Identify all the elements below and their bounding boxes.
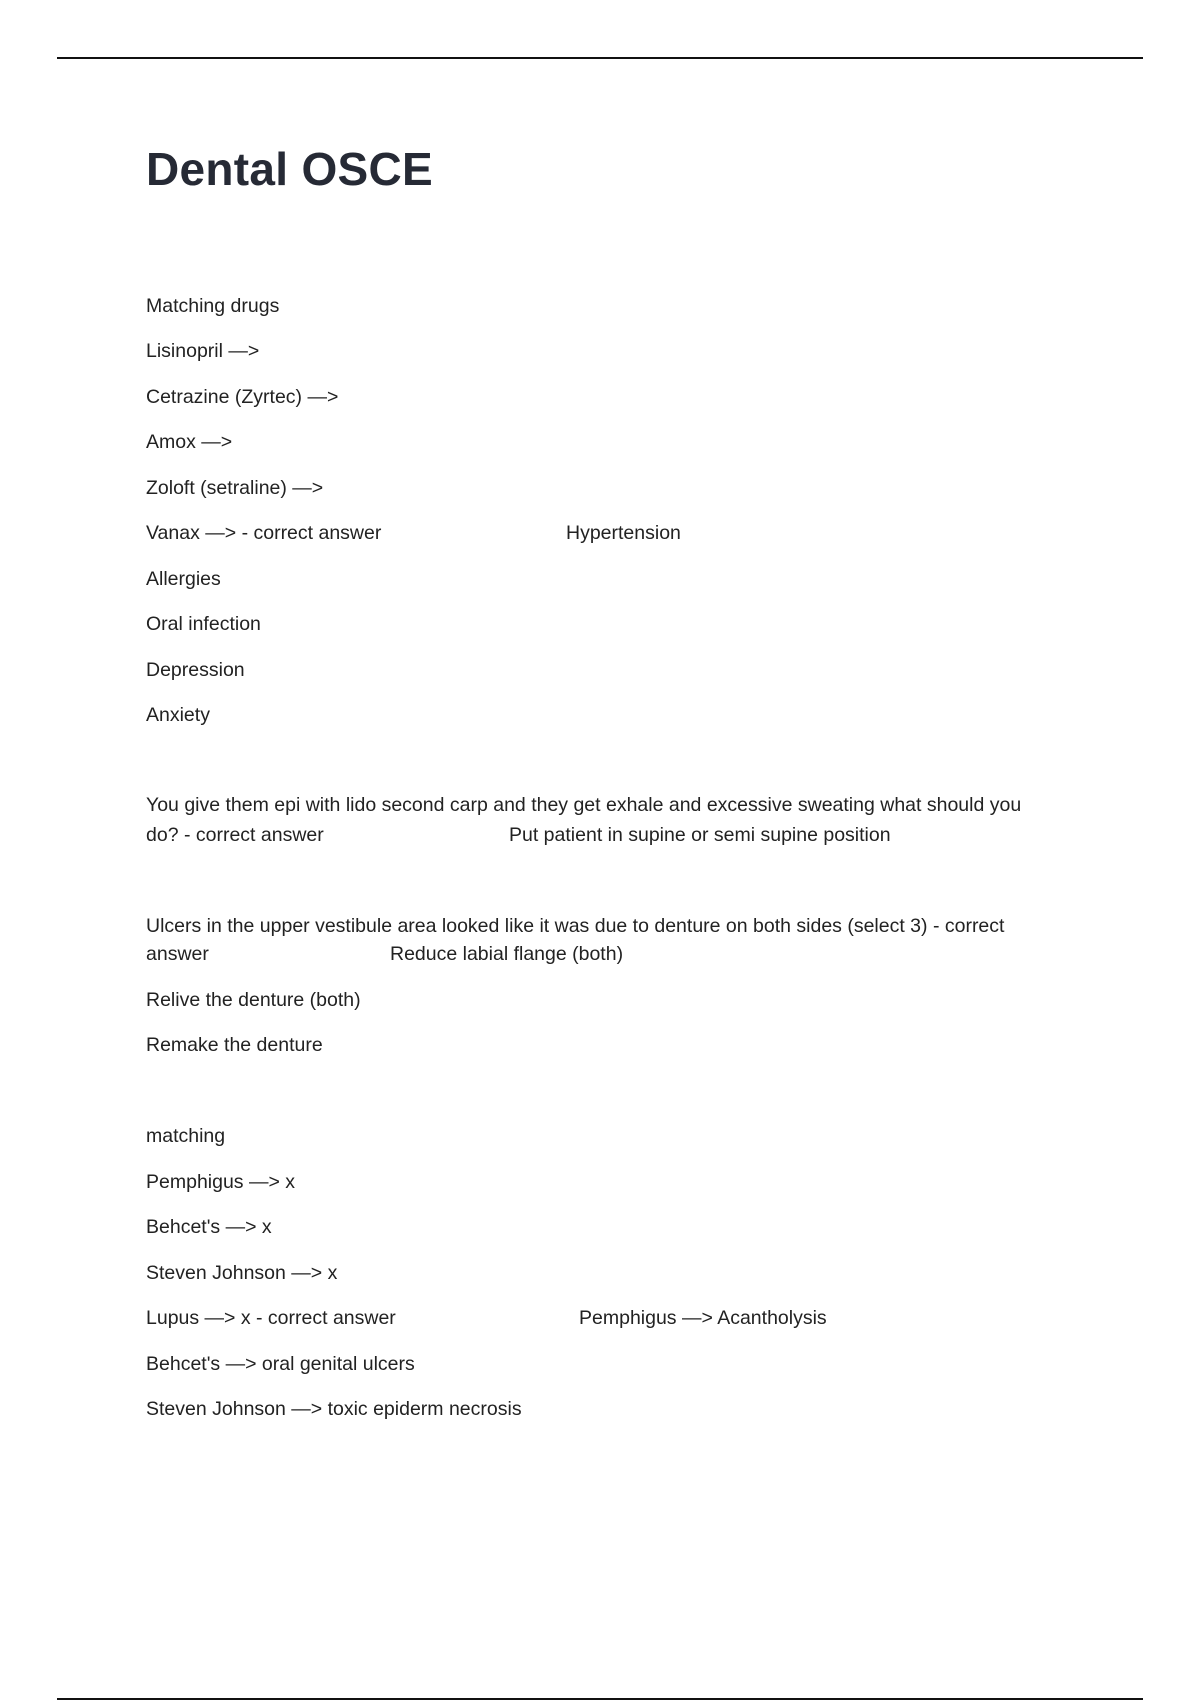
section1-answer: Hypertension bbox=[566, 522, 681, 544]
section4-heading: matching bbox=[146, 1125, 226, 1147]
section3-question-line: answer bbox=[146, 943, 209, 965]
page-title: Dental OSCE bbox=[146, 143, 434, 195]
section1-line: Cetrazine (Zyrtec) —> bbox=[146, 386, 339, 408]
section3-question-line: Ulcers in the upper vestibule area looked like it was due to denture on both sides (select 3) - correct bbox=[146, 915, 1005, 937]
top-rule bbox=[57, 57, 1143, 59]
section1-line: Amox —> bbox=[146, 431, 233, 453]
section4-answer-line: Behcet's —> oral genital ulcers bbox=[146, 1353, 415, 1375]
section3-answer-line: Remake the denture bbox=[146, 1034, 323, 1056]
section1-line: Vanax —> - correct answer bbox=[146, 522, 382, 544]
section2-question-line: do? - correct answer bbox=[146, 824, 324, 846]
section4-answer-line: Steven Johnson —> toxic epiderm necrosis bbox=[146, 1398, 522, 1420]
section4-line: Lupus —> x - correct answer bbox=[146, 1307, 396, 1329]
section1-line: Lisinopril —> bbox=[146, 340, 260, 362]
section4-answer: Pemphigus —> Acantholysis bbox=[579, 1307, 827, 1329]
section1-answer-line: Oral infection bbox=[146, 613, 261, 635]
section3-answer-line: Relive the denture (both) bbox=[146, 989, 361, 1011]
section1-answer-line: Allergies bbox=[146, 568, 221, 590]
section4-line: Pemphigus —> x bbox=[146, 1171, 296, 1193]
section2-answer: Put patient in supine or semi supine position bbox=[509, 824, 891, 846]
section4-line: Behcet's —> x bbox=[146, 1216, 272, 1238]
section1-heading: Matching drugs bbox=[146, 295, 280, 317]
section1-line: Zoloft (setraline) —> bbox=[146, 477, 324, 499]
section3-answer: Reduce labial flange (both) bbox=[390, 943, 624, 965]
section1-answer-line: Anxiety bbox=[146, 704, 210, 726]
section4-line: Steven Johnson —> x bbox=[146, 1262, 338, 1284]
section1-answer-line: Depression bbox=[146, 659, 245, 681]
section2-question-line: You give them epi with lido second carp and they get exhale and excessive sweating what should you bbox=[146, 794, 1022, 816]
